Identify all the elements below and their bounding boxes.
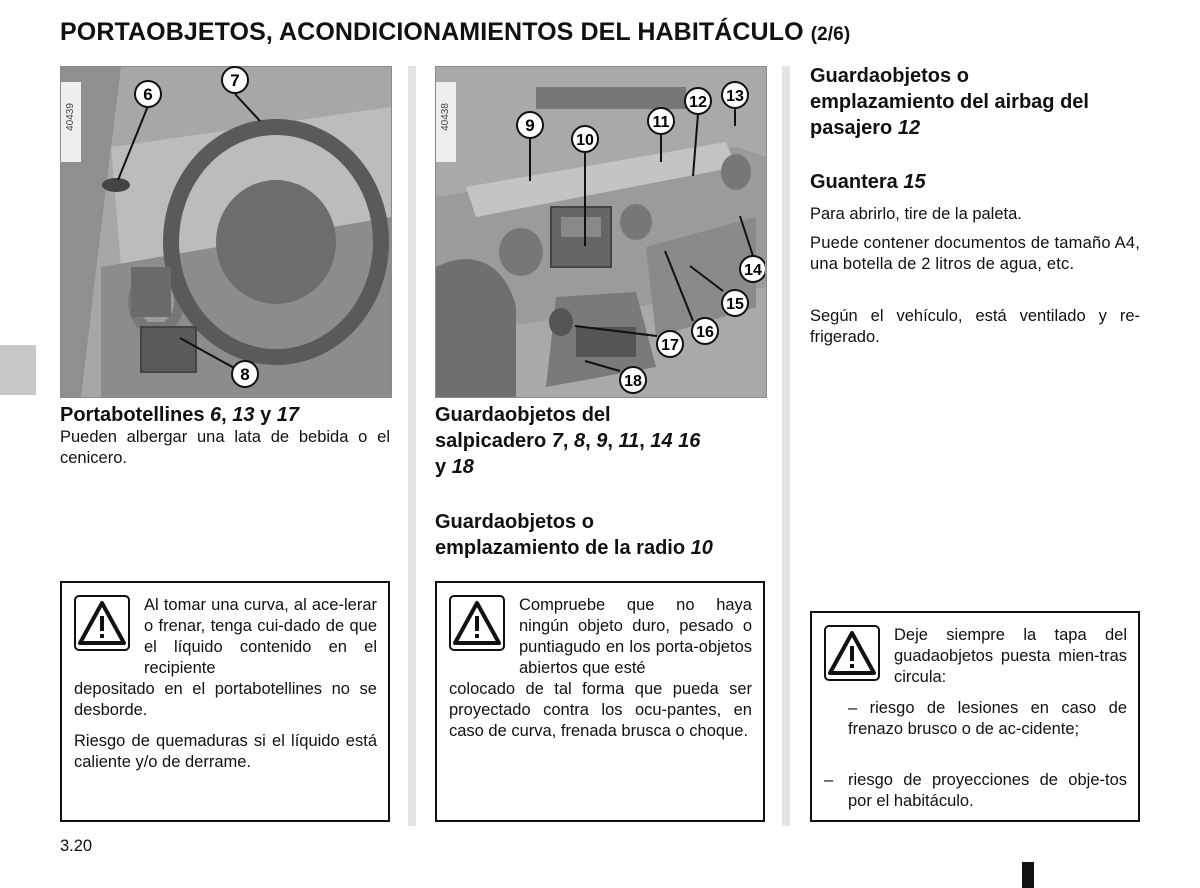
callout-13 — [722, 82, 748, 108]
warning-3-item-1: – riesgo de lesiones en caso de frenazo brusco o de ac-cidente; — [848, 699, 1127, 738]
callout-6 — [135, 81, 161, 107]
column-divider-2 — [782, 66, 790, 826]
svg-text:7: 7 — [230, 71, 240, 90]
heading-portabotellines: Portabotellines 6, 13 y 17 — [60, 404, 300, 426]
svg-text:18: 18 — [624, 373, 642, 390]
page-part: (2/6) — [810, 24, 851, 45]
warning-1-text-risk: Riesgo de quemaduras si el líquido está caliente y/o de derrame. — [74, 732, 377, 771]
heading-guantera: Guantera 15 — [810, 171, 926, 193]
heading-airbag-pasajero: Guardaobjetos o emplazamiento del airbag del pasajero 12 — [810, 65, 1089, 139]
warning-box-portabotellines — [60, 581, 390, 822]
page-title — [60, 18, 850, 47]
guantera-paragraph-2: Puede contener documentos de tamaño A4, una botella de 2 litros de agua, etc. — [810, 234, 1140, 273]
callout-8 — [232, 361, 258, 387]
callout-17 — [657, 331, 683, 357]
warning-triangle-icon — [824, 625, 880, 681]
figure-code: 40439 — [65, 103, 76, 131]
warning-triangle-icon — [449, 595, 505, 651]
callout-11 — [648, 108, 674, 134]
warning-3-dash: – — [824, 771, 834, 789]
warning-box-guantera — [810, 611, 1140, 822]
svg-text:10: 10 — [576, 132, 594, 149]
callout-18 — [620, 367, 646, 393]
svg-text:13: 13 — [726, 88, 744, 105]
callout-14 — [740, 256, 765, 282]
warning-box-portaobjetos — [435, 581, 765, 822]
svg-text:11: 11 — [652, 114, 670, 131]
svg-text:14: 14 — [744, 262, 762, 279]
svg-text:16: 16 — [696, 324, 714, 341]
end-of-section-mark — [1022, 862, 1034, 888]
page-title-text: PORTAOBJETOS, ACONDICIONAMIENTOS DEL HABITÁCULO — [60, 18, 804, 46]
warning-1-text-top: Al tomar una curva, al ace-lerar o frenar, tenga cui-dado de que el líquido contenido en el recipiente — [144, 596, 377, 677]
svg-text:9: 9 — [525, 116, 535, 135]
guantera-paragraph-1: Para abrirlo, tire de la paleta. — [810, 205, 1022, 223]
warning-2-text-rest: colocado de tal forma que pueda ser proyectado contra los ocu-pantes, en caso de curva, frenada brusca o choque. — [449, 680, 752, 740]
warning-3-text-top: Deje siempre la tapa del guadaobjetos puesta mien-tras circula: — [894, 626, 1127, 686]
warning-3-item-2: riesgo de proyecciones de obje-tos por el habitáculo. — [848, 771, 1127, 810]
svg-text:15: 15 — [726, 296, 744, 313]
portabotellines-text: Pueden albergar una lata de bebida o el cenicero. — [60, 428, 390, 467]
warning-1-text-rest: depositado en el portabotellines no se desborde. — [74, 680, 377, 719]
heading-guardaobjetos-salpicadero: Guardaobjetos del salpicadero 7, 8, 9, 11, 14 16 y 18 — [435, 404, 701, 478]
warning-2-text-top: Compruebe que no haya ningún objeto duro, pesado o puntiagudo en los porta-objetos abiertos que esté — [519, 596, 752, 677]
callout-10 — [572, 126, 598, 152]
guantera-paragraph-3: Según el vehículo, está ventilado y re-frigerado. — [810, 307, 1140, 346]
svg-text:6: 6 — [143, 85, 153, 104]
svg-text:8: 8 — [240, 365, 250, 384]
callout-15 — [722, 290, 748, 316]
section-side-tab — [0, 345, 36, 395]
figure-code: 40438 — [440, 103, 451, 131]
page-number: 3.20 — [60, 837, 93, 855]
column-divider-1 — [408, 66, 416, 826]
callout-7 — [222, 67, 248, 93]
warning-triangle-icon — [74, 595, 130, 651]
callout-12 — [685, 88, 711, 114]
callout-16 — [692, 318, 718, 344]
callout-9 — [517, 112, 543, 138]
svg-text:17: 17 — [661, 337, 679, 354]
svg-text:12: 12 — [689, 94, 707, 111]
left-figure-callouts — [60, 66, 390, 396]
mid-figure-callouts — [435, 66, 765, 396]
heading-guardaobjetos-radio: Guardaobjetos o emplazamiento de la radio 10 — [435, 511, 713, 559]
